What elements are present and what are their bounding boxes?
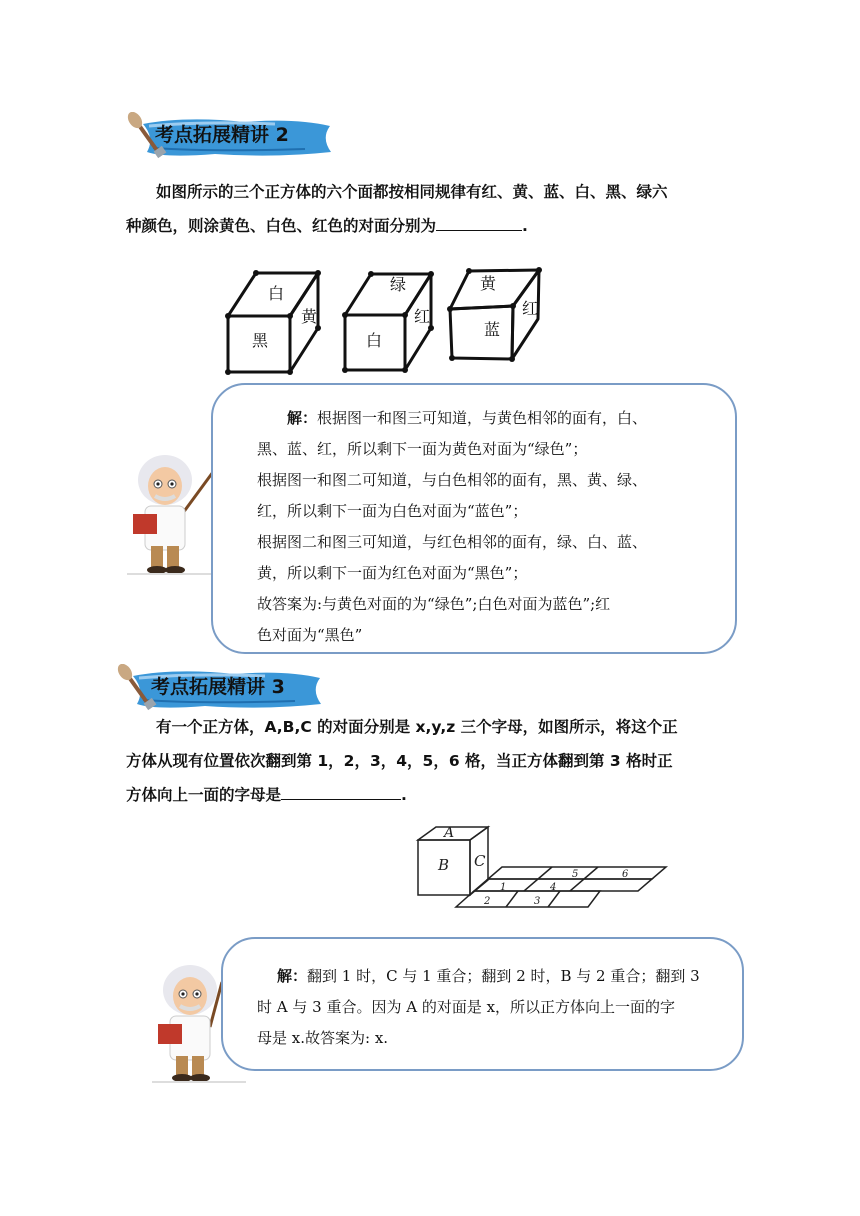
cell-label: 5	[572, 869, 579, 880]
cube-side-letter: C	[474, 852, 486, 870]
grid-figure	[412, 822, 672, 914]
answer-blank	[281, 781, 401, 800]
solution-line: 黑、蓝、红，所以剩下一面为黄色对面为“绿色”；	[257, 440, 588, 458]
solution-line: 根据图一和图二可知道，与白色相邻的面有，黑、黄、绿、	[257, 471, 648, 489]
cube-1-side-label: 黄	[301, 307, 318, 326]
professor-illustration	[125, 442, 220, 577]
section-title: 考点拓展精讲 3	[151, 676, 285, 698]
cell-label: 3	[534, 896, 541, 907]
cell-label: 6	[622, 869, 629, 880]
cube-2-side-label: 红	[414, 307, 431, 326]
solution-line: 红，所以剩下一面为白色对面为“蓝色”；	[257, 502, 528, 520]
section-banner-1	[125, 112, 335, 156]
solution-line: 母是 x.故答案为: x.	[257, 1029, 389, 1047]
cube-top-letter: A	[444, 825, 455, 841]
cube-front-letter: B	[438, 856, 450, 874]
cube-1-top-label: 白	[268, 284, 285, 303]
solution-text-1	[257, 403, 727, 651]
section-title: 考点拓展精讲 2	[155, 124, 289, 146]
solution-line: 根据图二和图三可知道，与红色相邻的面有，绿、白、蓝、	[257, 533, 648, 551]
solution-line: 时 A 与 3 重合。因为 A 的对面是 x，所以正方体向上一面的字	[257, 998, 676, 1016]
solution-line: 解：根据图一和图三可知道，与黄色相邻的面有，白、	[287, 409, 648, 427]
solution-text-2	[257, 961, 727, 1054]
section-banner-2	[115, 664, 325, 708]
cube-1-front-label: 黑	[252, 331, 269, 350]
problem-line: 方体从现有位置依次翻到第 1，2，3，4，5，6 格，当正方体翻到第 3 格时正	[126, 752, 673, 770]
cubes-figure	[218, 262, 558, 377]
problem-line: 有一个正方体，A,B,C 的对面分别是 x,y,z 三个字母，如图所示，将这个正	[156, 718, 678, 736]
cell-label: 1	[500, 882, 507, 893]
cell-label: 2	[484, 896, 491, 907]
problem-text-2	[126, 710, 750, 812]
cube-3-front	[450, 306, 513, 359]
solution-line: 色对面为“黑色”	[257, 626, 363, 644]
problem-text-1	[126, 175, 746, 243]
cell-label: 4	[550, 882, 557, 893]
cube-2-front-label: 白	[366, 331, 383, 350]
cube-3-front-label: 蓝	[484, 320, 501, 339]
problem-line: 种颜色，则涂黄色、白色、红色的对面分别为 .	[126, 209, 746, 243]
problem-line: 如图所示的三个正方体的六个面都按相同规律有红、黄、蓝、白、黑、绿六	[156, 183, 668, 201]
solution-line: 解：翻到 1 时，C 与 1 重合；翻到 2 时，B 与 2 重合；翻到 3	[277, 967, 700, 985]
answer-blank	[436, 212, 522, 231]
cube-3-side-label: 红	[522, 299, 539, 318]
cube-3-top-label: 黄	[480, 274, 497, 293]
problem-line: 方体向上一面的字母是 .	[126, 778, 750, 812]
solution-line: 黄，所以剩下一面为红色对面为“黑色”；	[257, 564, 528, 582]
solution-line: 故答案为:与黄色对面的为“绿色”;白色对面为蓝色”;红	[257, 595, 611, 613]
cube-2-top-label: 绿	[390, 275, 407, 294]
